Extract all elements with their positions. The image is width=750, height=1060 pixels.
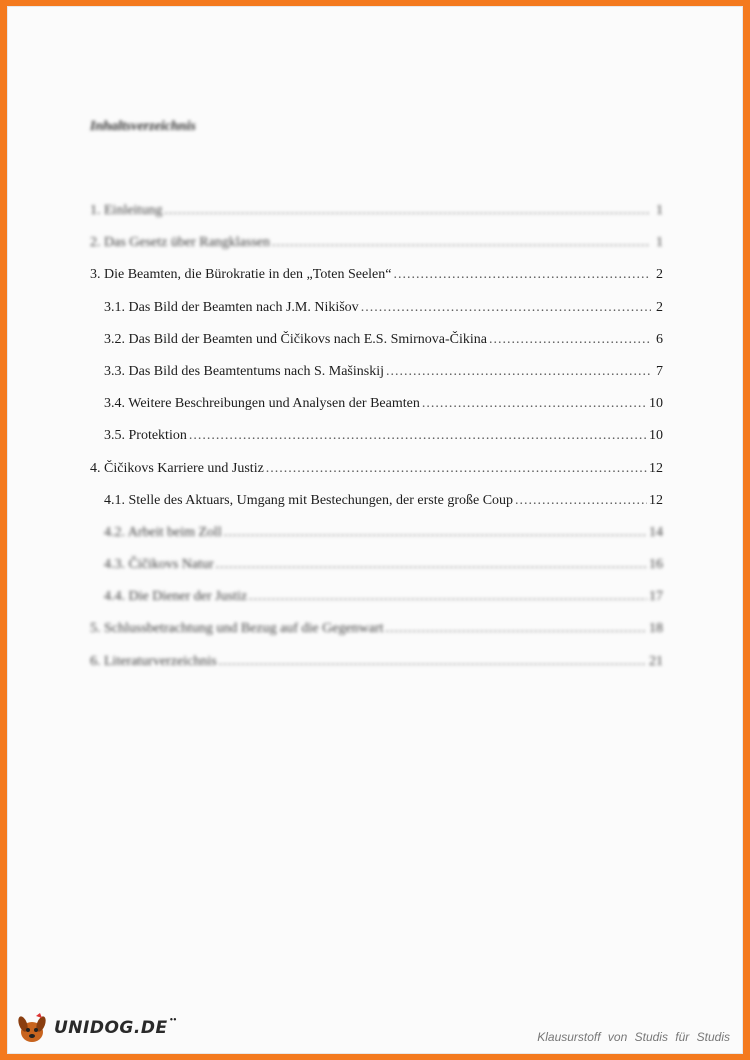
toc-entry-page-number: 2: [656, 299, 663, 315]
toc-entry-page-number: 10: [649, 396, 663, 412]
toc-entry-page-number: 17: [649, 589, 663, 605]
toc-entry[interactable]: [90, 396, 663, 428]
toc-entry[interactable]: [90, 364, 663, 396]
toc-entry-label: 3. Die Beamten, die Bürokratie in den „Toten Seelen“: [90, 267, 392, 283]
toc-dot-leader: [266, 461, 647, 477]
toc-entry[interactable]: [90, 332, 663, 364]
footer-tagline: Klausurstoff von Studis für Studis: [537, 1030, 730, 1044]
toc-entry[interactable]: [90, 428, 663, 460]
toc-entry-label: 4.3. Čičikovs Natur: [104, 557, 214, 573]
toc-dot-leader: [386, 621, 647, 637]
toc-entry-page-number: 16: [649, 557, 663, 573]
toc-dot-leader: [386, 364, 651, 380]
toc-entry-label: 2. Das Gesetz über Rangklassen: [90, 235, 271, 251]
toc-entry-page-number: 10: [649, 428, 663, 444]
unidog-logo[interactable]: [14, 1010, 177, 1046]
toc-dot-leader: [164, 203, 651, 219]
toc-entry[interactable]: [90, 203, 663, 235]
toc-entry-label: 4. Čičikovs Karriere und Justiz: [90, 460, 264, 476]
toc-entry[interactable]: [90, 493, 663, 525]
toc-dot-leader: [393, 267, 651, 283]
toc-entry-label: 3.1. Das Bild der Beamten nach J.M. Nikišov: [104, 299, 359, 315]
toc-entry-page-number: 7: [656, 363, 663, 379]
toc-entry-page-number: 12: [649, 492, 663, 508]
toc-entry[interactable]: [90, 235, 663, 267]
toc-entry-label: 3.2. Das Bild der Beamten und Čičikovs nach E.S. Smirnova-Čikina: [104, 331, 488, 347]
toc-entry-page-number: 14: [649, 524, 663, 540]
toc-entry-label: 4.4. Die Diener der Justiz: [104, 589, 248, 605]
toc-entry-label: 5. Schlussbetrachtung und Bezug auf die Gegenwart: [90, 621, 384, 637]
toc-entry-page-number: 2: [656, 267, 663, 283]
toc-dot-leader: [515, 493, 647, 509]
toc-entry-page-number: 1: [656, 203, 663, 218]
toc-entry-label: 6. Literaturverzeichnis: [90, 653, 217, 669]
toc-entry[interactable]: [90, 300, 663, 332]
toc-entry-page-number: 6: [656, 331, 663, 347]
toc-entry-label: 4.1. Stelle des Aktuars, Umgang mit Bestechungen, der erste große Coup: [104, 492, 514, 508]
toc-entry[interactable]: [90, 621, 663, 653]
table-of-contents: [90, 203, 663, 686]
toc-dot-leader: [219, 654, 647, 670]
document-page: [7, 6, 743, 1054]
toc-entry-label: 3.4. Weitere Beschreibungen und Analysen der Beamten: [104, 396, 420, 412]
toc-heading: Inhaltsverzeichnis: [90, 119, 196, 134]
toc-dot-leader: [361, 300, 651, 316]
toc-entry[interactable]: [90, 654, 663, 686]
toc-dot-leader: [249, 589, 647, 605]
paw-icon: ••: [169, 1014, 177, 1026]
watermark: [700, 357, 740, 557]
toc-dot-leader: [489, 332, 651, 348]
toc-entry-page-number: 1: [656, 235, 663, 251]
toc-entry[interactable]: [90, 589, 663, 621]
toc-entry[interactable]: [90, 461, 663, 493]
toc-entry-label: 3.3. Das Bild des Beamtentums nach S. Mašinskij: [104, 363, 384, 379]
toc-entry-page-number: 12: [649, 460, 663, 476]
toc-dot-leader: [224, 525, 647, 541]
toc-dot-leader: [272, 235, 651, 251]
toc-entry-page-number: 21: [649, 653, 663, 669]
toc-entry[interactable]: [90, 525, 663, 557]
toc-dot-leader: [189, 428, 647, 444]
toc-entry[interactable]: [90, 557, 663, 589]
toc-dot-leader: [422, 396, 647, 412]
toc-entry[interactable]: [90, 267, 663, 299]
toc-entry-label: 4.2. Arbeit beim Zoll: [104, 524, 222, 540]
toc-entry-page-number: 18: [649, 621, 663, 637]
toc-entry-label: 3.5. Protektion: [104, 428, 187, 444]
logo-text: UNIDOG.DE: [54, 1018, 168, 1038]
toc-dot-leader: [216, 557, 647, 573]
toc-entry-label: 1. Einleitung: [90, 203, 163, 218]
dog-icon: [14, 1010, 50, 1046]
